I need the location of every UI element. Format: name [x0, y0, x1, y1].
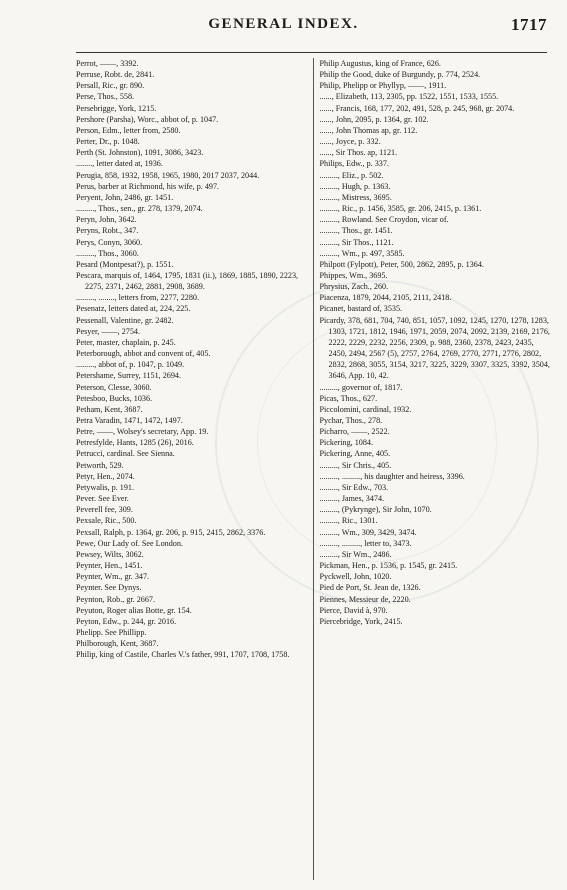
index-entry: Philpott (Fylpott), Peter, 500, 2862, 2895, p. 1364. [319, 259, 484, 269]
index-entry: Peter, master, chaplain, p. 245. [76, 337, 176, 347]
index-entry: ........., Sir Edw., 703. [319, 482, 389, 492]
index-entry: Peverell fee, 309. [76, 505, 133, 515]
index-entry: Person, Edm., letter from, 2580. [76, 125, 181, 135]
index-entry: Peynter, Hen., 1451. [76, 561, 143, 571]
index-entry: Peryns, Robt., 347. [76, 226, 139, 236]
index-entry: Pewe, Our Lady of. See London. [76, 538, 183, 548]
index-entry: ........., governor of, 1817. [319, 382, 403, 392]
index-entry: Petre, ——, Wolsey's secretary, App. 19. [76, 427, 209, 437]
index-entry: Petershame, Surrey, 1151, 2694. [76, 371, 182, 381]
index-entry: ........., ........., his daughter and heiress, 3396. [319, 471, 465, 481]
index-entry: ........., (Pykrynge), Sir John, 1070. [319, 505, 432, 515]
index-entry: Philip, king of Castile, Charles V.'s father, 991, 1707, 1708, 1758. [76, 650, 290, 660]
index-entry: Picardy, 378, 681, 704, 740, 851, 1057, 1092, 1245, 1270, 1278, 1283, 1303, 1721, 1812, 1946, 1971, 2059, 2074, 2092, 2139, 2169, 2176, 2222, 2229, 2232, 2256, 2309, p. 988, 2360, 2378, 2423, 2435, 2450, 2494, 2567 (5), 2757, 2764, 2769, 2770, 2771, 2776, 2802, 2832, 2868, 3055, 3154, 3217, 3225, 3229, 3307, 3325, 3392, 3504, 3646, App. 10, 42. [319, 315, 550, 381]
index-entry: Philip Augustus, king of France, 626. [319, 59, 441, 68]
index-entry: Peynton, Rob., gr. 2667. [76, 594, 155, 604]
index-entry: ........., Sir Chris., 405. [319, 460, 392, 470]
index-entry: ........., Thos., gr. 1451. [319, 226, 393, 236]
index-entry: Piennes, Messieur de, 2220. [319, 594, 411, 604]
index-entry: Pied de Port, St. Jean de, 1326. [319, 583, 421, 593]
index-entry: ........., ........, letters from, 2277, 2280. [76, 293, 199, 303]
left-index-column [76, 58, 314, 880]
index-entry: Pickman, Hen., p. 1536, p. 1545, gr. 2415. [319, 561, 458, 571]
index-entry: ........, letter dated at, 1936. [76, 159, 163, 169]
index-entry: Piercebridge, York, 2415. [319, 616, 403, 626]
index-entry: Petworth, 529. [76, 460, 124, 470]
index-entry: Picharro, ——, 2522. [319, 427, 390, 437]
index-entry: Petyr, Hen., 2074. [76, 471, 135, 481]
index-entry: Petesboo, Bucks, 1036. [76, 393, 153, 403]
index-entry: Petrucci, cardinal. See Sienna. [76, 449, 175, 459]
page-number: 1717 [511, 15, 547, 34]
index-entry: ......, John, 2095, p. 1364, gr. 102. [319, 114, 429, 124]
index-entry: ........., Sir Wm., 2486. [319, 549, 392, 559]
index-entry: Perus, barber at Richmond, his wife, p. 497. [76, 181, 220, 191]
index-entry: Petywalis, p. 191. [76, 482, 135, 492]
index-entry: ........., Thos., sen., gr. 278, 1379, 2074. [76, 204, 203, 214]
index-entry: Piacenza, 1879, 2044, 2105, 2111, 2418. [319, 293, 452, 303]
index-entry: Pexsale, Ric., 500. [76, 516, 137, 526]
index-entry: Perter, Dr., p. 1048. [76, 137, 140, 147]
index-entry: Pesard (Montpesat?), p. 1551. [76, 259, 174, 269]
index-entry: Peryn, John, 3642. [76, 215, 137, 225]
index-entry: ........., Hugh, p. 1363. [319, 181, 391, 191]
index-entry: Pershore (Parsha), Worc., abbot of, p. 1047. [76, 114, 219, 124]
index-entry: Pewsey, Wilts, 3062. [76, 549, 144, 559]
index-entry: ........., abbot of, p. 1047, p. 1049. [76, 360, 185, 370]
index-entry: ........., Wm., 309, 3429, 3474. [319, 527, 417, 537]
index-entry: ........., Mistress, 3695. [319, 192, 392, 202]
index-entry: Philip the Good, duke of Burgundy, p. 774, 2524. [319, 70, 481, 80]
index-entry: Peyton, Edw., p. 244, gr. 2016. [76, 616, 177, 626]
index-entry: Phrysius, Zach., 260. [319, 282, 389, 292]
index-entry: Peynter, Wm., gr. 347. [76, 572, 150, 582]
index-entry: Persall, Ric., gr. 890. [76, 81, 145, 91]
index-entry: Peryent, John, 2486, gr. 1451. [76, 192, 174, 202]
index-entry: ......, Elizabeth, 113, 2305, pp. 1522, 1551, 1533, 1555. [319, 92, 499, 102]
index-entry: Perys, Conyn, 3060. [76, 237, 143, 247]
index-entry: ........., James, 3474. [319, 494, 385, 504]
index-entry: Pickering, 1084. [319, 438, 373, 448]
index-entry: ........., Ric., p. 1456, 3585, gr. 206, 2415, p. 1361. [319, 204, 482, 214]
index-entry: Peterson, Clesse, 3060. [76, 382, 152, 392]
index-entry: ......, John Thomas ap, gr. 112. [319, 125, 418, 135]
page-title: GENERAL INDEX. [208, 16, 359, 32]
index-entry: Perugia, 858, 1932, 1958, 1965, 1980, 2017 2037, 2044. [76, 170, 260, 180]
index-entry: ........., ........., letter to, 3473. [319, 538, 412, 548]
index-entry: Petresfylde, Hants, 1285 (26), 2016. [76, 438, 194, 448]
index-entry: Perth (St. Johnston), 1091, 3086, 3423. [76, 148, 204, 158]
index-entry: Petra Varadin, 1471, 1472, 1497. [76, 416, 183, 425]
page-header [20, 16, 547, 38]
index-entry: Perse, Thos., 558. [76, 92, 135, 102]
index-entry: Pessenall, Valentine, gr. 2482. [76, 315, 174, 325]
index-entry: Phelipp. See Phillipp. [76, 627, 147, 637]
index-entry: Pever. See Ever. [76, 494, 129, 504]
index-entry: ........., Eliz., p. 502. [319, 170, 384, 180]
index-entry: Peynter. See Dynys. [76, 583, 142, 593]
index-entry: Pexsall, Ralph, p. 1364, gr. 206, p. 915, 2415, 2862, 3376. [76, 527, 266, 537]
index-entry: Pesyer, ——, 2754. [76, 326, 140, 336]
index-entry: Philip, Phelipp or Phyllyp, ——, 1911. [319, 81, 447, 91]
index-entry: ........., Sir Thos., 1121. [319, 237, 394, 247]
index-entry: Picanet, bastard of, 3535. [319, 304, 403, 314]
index-entry: Piccolomini, cardinal, 1932. [319, 404, 412, 414]
index-entry: ......, Sir Thos. ap, 1121. [319, 148, 398, 158]
index-columns [76, 58, 551, 880]
index-entry: ........., Ric., 1301. [319, 516, 378, 526]
index-entry: Philborough, Kent, 3687. [76, 639, 159, 649]
index-entry: ........., Rowland. See Croydon, vicar of. [319, 215, 449, 225]
index-entry: Philips, Edw., p. 337. [319, 159, 389, 169]
right-index-column [314, 58, 552, 880]
index-entry: Pierce, David à, 970. [319, 605, 388, 615]
index-entry: ......, Joyce, p. 332. [319, 137, 381, 147]
index-entry: Pyckwell, John, 1020. [319, 572, 392, 582]
index-entry: Pickering, Anne, 405. [319, 449, 391, 459]
index-entry: ........., Wm., p. 497, 3585. [319, 248, 405, 258]
index-entry: Persebrigge, York, 1215. [76, 103, 157, 113]
index-entry: Pesenatz, letters dated at, 224, 225. [76, 304, 191, 314]
index-entry: Pychar, Thos., 278. [319, 416, 383, 425]
index-entry: ......, Francis, 168, 177, 202, 491, 528, p. 245, 968, gr. 2074. [319, 103, 515, 113]
index-entry: Perrot, ——, 3392. [76, 59, 139, 68]
index-entry: Petham, Kent, 3687. [76, 404, 143, 414]
index-entry: Pescara, marquis of, 1464, 1795, 1831 (ii.), 1869, 1885, 1890, 2223, 2275, 2371, 2462, 2881, 2908, 3689. [76, 270, 299, 292]
header-rule [76, 52, 547, 53]
index-entry: ........., Thos., 3060. [76, 248, 139, 258]
index-entry: Peyuton, Roger alias Botte, gr. 154. [76, 605, 192, 615]
index-entry: Phippes, Wm., 3695. [319, 270, 388, 280]
index-entry: Perruse, Robt. de, 2841. [76, 70, 155, 80]
index-entry: Peterborough, abbot and convent of, 405. [76, 349, 211, 359]
index-entry: Picas, Thos., 627. [319, 393, 378, 403]
